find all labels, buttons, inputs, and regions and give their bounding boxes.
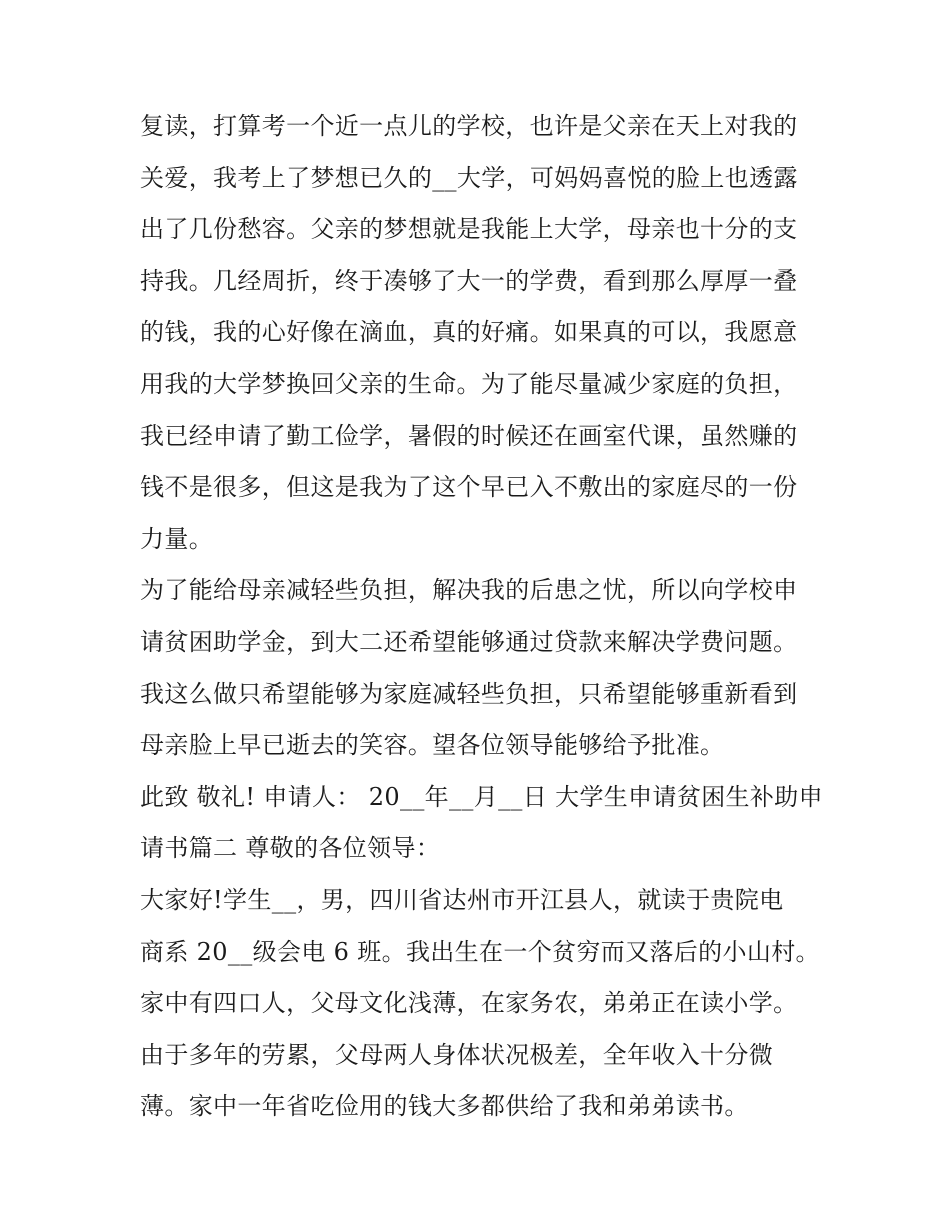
text-line: 钱不是很多，但这是我为了这个早已入不敷出的家庭尽的一份 — [140, 473, 798, 502]
text-line: 此致 敬礼! 申请人： 20__年__月__日 大学生申请贫困生补助申 — [140, 782, 823, 811]
text-line: 复读，打算考一个近一点儿的学校，也许是父亲在天上对我的 — [140, 112, 798, 140]
text-line: 的钱，我的心好像在滴血，真的好痛。如果真的可以，我愿意 — [140, 318, 798, 347]
text-line: 请贫困助学金，到大二还希望能够通过贷款来解决学费问题。 — [140, 627, 798, 656]
text-line: 母亲脸上早已逝去的笑容。望各位领导能够给予批准。 — [140, 731, 725, 760]
document-body — [140, 101, 823, 1133]
text-line: 请书篇二 尊敬的各位领导： — [140, 834, 441, 863]
text-line: 持我。几经周折，终于凑够了大一的学费，看到那么厚厚一叠 — [140, 266, 798, 295]
text-line: 我这么做只希望能够为家庭减轻些负担，只希望能够重新看到 — [140, 679, 798, 708]
text-line: 出了几份愁容。父亲的梦想就是我能上大学，母亲也十分的支 — [140, 215, 798, 244]
text-line: 由于多年的劳累，父母两人身体状况极差，全年收入十分微 — [140, 1040, 774, 1069]
text-line: 家中有四口人，父母文化浅薄，在家务农，弟弟正在读小学。 — [140, 989, 798, 1018]
text-line: 商系 20__级会电 6 班。我出生在一个贫穷而又落后的小山村。 — [140, 937, 820, 966]
text-line: 我已经申请了勤工俭学，暑假的时候还在画室代课，虽然赚的 — [140, 421, 798, 450]
text-line: 力量。 — [140, 524, 214, 553]
text-line: 为了能给母亲减轻些负担，解决我的后患之忧，所以向学校申 — [140, 576, 798, 605]
text-line: 关爱，我考上了梦想已久的__大学，可妈妈喜悦的脸上也透露 — [140, 163, 798, 192]
text-line: 用我的大学梦换回父亲的生命。为了能尽量减少家庭的负担， — [140, 369, 798, 398]
text-line: 薄。家中一年省吃俭用的钱大多都供给了我和弟弟读书。 — [140, 1092, 749, 1121]
text-line: 大家好!学生__，男，四川省达州市开江县人，就读于贵院电 — [140, 885, 784, 914]
